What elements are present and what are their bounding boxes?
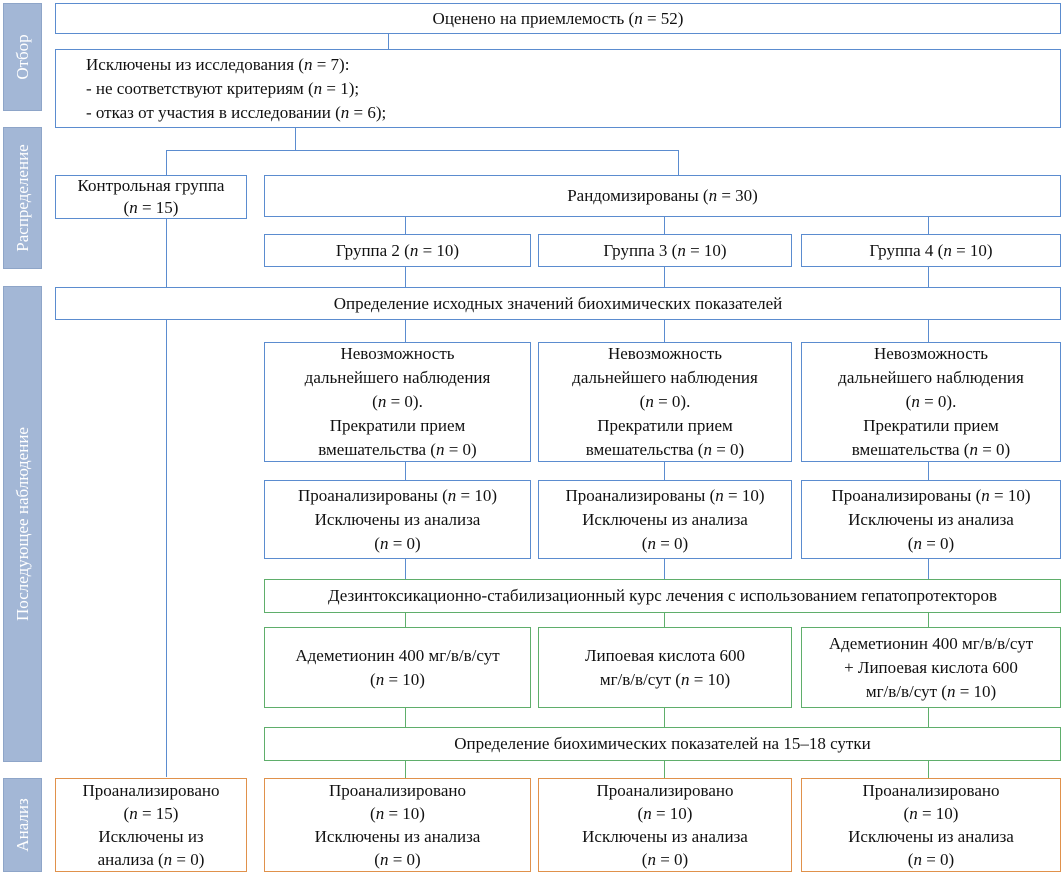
- group-label: Группа 4 (n = 10): [869, 240, 993, 260]
- connector: [928, 216, 929, 234]
- connector: [928, 462, 929, 480]
- analyzed-line: Исключены из анализа: [582, 509, 748, 529]
- treatment-course-box: [264, 579, 1061, 613]
- day15-text: Определение биохимических показателей на 15–18 сутки: [454, 734, 871, 753]
- lost-line: Прекратили прием: [863, 416, 999, 435]
- final-line: Проанализировано: [82, 781, 220, 800]
- analyzed-line: Проанализированы (n = 10): [565, 485, 765, 505]
- analyzed-line: (n = 0): [907, 533, 955, 553]
- treatment-line: мг/в/в/сут (n = 10): [865, 681, 997, 701]
- analyzed-line: (n = 0): [641, 533, 689, 553]
- group-label: Группа 2 (n = 10): [335, 240, 460, 260]
- analyzed-line: Исключены из анализа: [848, 509, 1014, 529]
- baseline-box: [55, 287, 1061, 320]
- final-group-2-box: [264, 778, 531, 872]
- lost-line: Невозможность: [607, 344, 723, 363]
- connector: [678, 150, 679, 175]
- final-line: Исключены из анализа: [582, 827, 748, 846]
- final-line: Проанализировано: [862, 781, 1000, 800]
- excluded-box: [55, 49, 1061, 128]
- connector: [295, 128, 296, 150]
- treatment-line: Адеметионин 400 мг/в/в/сут: [828, 633, 1034, 653]
- phase-followup-label: Последующее наблюдение: [12, 427, 32, 621]
- final-line: анализа (n = 0): [97, 850, 205, 869]
- final-line: (n = 0): [641, 850, 689, 869]
- final-line: Исключены из: [98, 827, 204, 846]
- phase-allocation: [3, 127, 42, 269]
- connector: [928, 761, 929, 778]
- connector: [405, 558, 406, 579]
- treatment-line: мг/в/в/сут (n = 10): [599, 669, 731, 689]
- final-line: Проанализировано: [596, 781, 734, 800]
- final-group-3-box: [538, 778, 792, 872]
- analyzed-box-group-2: [264, 480, 531, 559]
- connector: [664, 708, 665, 727]
- connector: [664, 319, 665, 342]
- lost-line: дальнейшего наблюдения: [838, 368, 1024, 387]
- treatment-line: (n = 10): [370, 669, 425, 689]
- analyzed-line: (n = 0): [374, 533, 421, 553]
- excluded-line: - отказ от участия в исследовании (n = 6);: [86, 102, 387, 122]
- lost-followup-box-group-2: [264, 342, 531, 462]
- lost-line: Прекратили прием: [329, 416, 466, 435]
- connector: [928, 266, 929, 287]
- lost-line: (n = 0).: [639, 392, 691, 411]
- final-line: Исключены из анализа: [848, 827, 1014, 846]
- treatment-line: + Липоевая кислота 600: [844, 657, 1018, 677]
- phase-analysis-label: Анализ: [12, 798, 32, 852]
- connector: [405, 613, 406, 627]
- analyzed-line: Исключены из анализа: [314, 509, 481, 529]
- final-line: Исключены из анализа: [314, 827, 481, 846]
- final-control-box: [55, 778, 247, 872]
- excluded-line: - не соответствуют критериям (n = 1);: [86, 78, 360, 98]
- treatment-group-4: [801, 627, 1061, 708]
- lost-line: Прекратили прием: [597, 416, 733, 435]
- phase-analysis: [3, 778, 42, 872]
- baseline-text: Определение исходных значений биохимических показателей: [333, 293, 783, 313]
- analyzed-box-group-3: [538, 480, 792, 559]
- control-group-title: Контрольная группа: [77, 176, 225, 195]
- lost-line: дальнейшего наблюдения: [572, 368, 758, 387]
- phase-followup: [3, 286, 42, 762]
- final-line: (n = 15): [123, 804, 179, 823]
- randomized-box: [264, 175, 1061, 217]
- connector: [166, 150, 679, 151]
- final-group-4-box: [801, 778, 1061, 872]
- connector: [405, 761, 406, 778]
- connector: [405, 266, 406, 287]
- connector: [166, 319, 167, 777]
- final-line: Проанализировано: [329, 781, 466, 800]
- final-line: (n = 0): [907, 850, 955, 869]
- group-3-box: [538, 234, 792, 267]
- connector: [388, 33, 389, 49]
- analyzed-line: Проанализированы (n = 10): [297, 485, 498, 505]
- control-group-count: (n = 15): [123, 198, 179, 217]
- control-group-box: [55, 175, 247, 219]
- group-4-box: [801, 234, 1061, 267]
- connector: [166, 150, 167, 175]
- phase-allocation-label: Распределение: [12, 144, 32, 252]
- treatment-line: Липоевая кислота 600: [585, 645, 745, 665]
- analyzed-box-group-4: [801, 480, 1061, 559]
- treatment-course-text: Дезинтоксикационно-стабилизационный курс лечения с использованием гепатопротекторов: [327, 586, 998, 605]
- final-line: (n = 10): [903, 804, 959, 823]
- assessed-text: Оценено на приемлемость (n = 52): [432, 8, 684, 28]
- connector: [405, 216, 406, 234]
- final-line: (n = 0): [374, 850, 421, 869]
- connector: [928, 558, 929, 579]
- connector: [405, 462, 406, 480]
- connector: [928, 708, 929, 727]
- lost-line: вмешательства (n = 0): [318, 440, 477, 459]
- connector: [664, 216, 665, 234]
- group-label: Группа 3 (n = 10): [603, 240, 727, 260]
- analyzed-line: Проанализированы (n = 10): [831, 485, 1031, 505]
- lost-followup-box-group-3: [538, 342, 792, 462]
- lost-line: (n = 0).: [905, 392, 957, 411]
- lost-line: Невозможность: [873, 344, 989, 363]
- day15-box: [264, 727, 1061, 761]
- connector: [664, 266, 665, 287]
- connector: [405, 708, 406, 727]
- treatment-group-2: [264, 627, 531, 708]
- connector: [664, 761, 665, 778]
- connector: [664, 462, 665, 480]
- connector: [166, 219, 167, 287]
- connector: [928, 613, 929, 627]
- phase-selection: [3, 3, 42, 111]
- connector: [405, 319, 406, 342]
- group-2-box: [264, 234, 531, 267]
- phase-selection-label: Отбор: [12, 34, 32, 80]
- final-line: (n = 10): [370, 804, 425, 823]
- randomized-text: Рандомизированы (n = 30): [567, 186, 758, 205]
- lost-line: дальнейшего наблюдения: [304, 368, 491, 387]
- treatment-line: Адеметионин 400 мг/в/в/сут: [295, 645, 500, 665]
- excluded-line: Исключены из исследования (n = 7):: [86, 54, 350, 74]
- assessed-box: [55, 3, 1061, 34]
- treatment-group-3: [538, 627, 792, 708]
- lost-line: вмешательства (n = 0): [585, 440, 745, 459]
- connector: [928, 319, 929, 342]
- lost-line: (n = 0).: [372, 392, 423, 411]
- connector: [664, 613, 665, 627]
- connector: [664, 558, 665, 579]
- lost-line: вмешательства (n = 0): [851, 440, 1011, 459]
- final-line: (n = 10): [637, 804, 693, 823]
- lost-followup-box-group-4: [801, 342, 1061, 462]
- lost-line: Невозможность: [340, 344, 455, 363]
